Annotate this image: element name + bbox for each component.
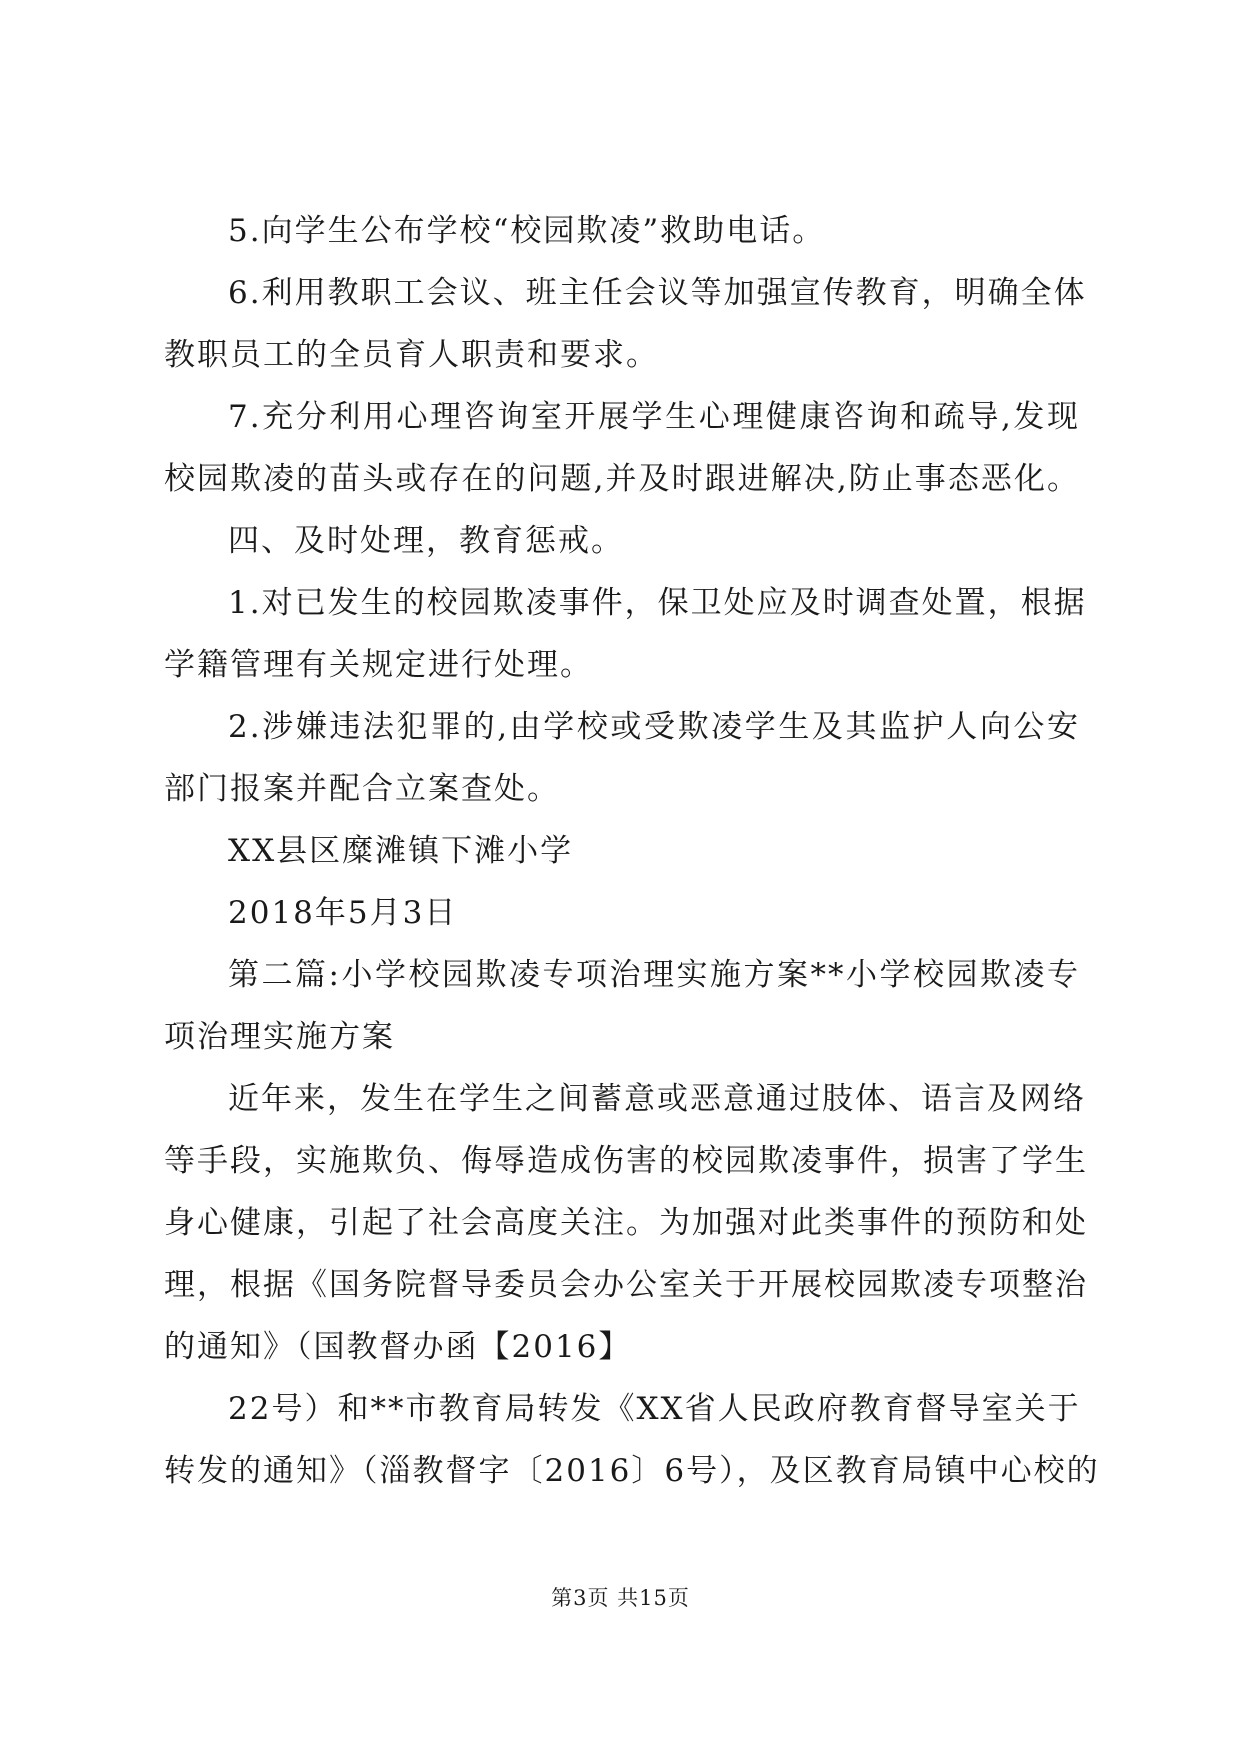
text-line: 教职员工的全员育人职责和要求。 <box>164 337 659 373</box>
text-line: 5.向学生公布学校“校园欺凌”救助电话。 <box>228 213 826 249</box>
text-line: 7.充分利用心理咨询室开展学生心理健康咨询和疏导,发现 <box>228 399 1080 435</box>
text-line: XX县区糜滩镇下滩小学 <box>228 833 574 869</box>
page-footer: 第3页 共15页 <box>551 1586 690 1610</box>
text-line: 等手段，实施欺负、侮辱造成伤害的校园欺凌事件，损害了学生 <box>164 1143 1088 1179</box>
text-line: 1.对已发生的校园欺凌事件，保卫处应及时调查处置，根据 <box>228 585 1087 621</box>
text-line: 理，根据《国务院督导委员会办公室关于开展校园欺凌专项整治 <box>164 1267 1088 1303</box>
text-line: 近年来，发生在学生之间蓄意或恶意通过肢体、语言及网络 <box>228 1081 1086 1117</box>
body-text <box>164 200 1100 1502</box>
text-line: 第二篇:小学校园欺凌专项治理实施方案**小学校园欺凌专 <box>228 957 1080 993</box>
text-line: 转发的通知》（淄教督字〔2016〕6号），及区教育局镇中心校的 <box>164 1453 1100 1489</box>
text-line: 22号）和**市教育局转发《XX省人民政府教育督导室关于 <box>228 1391 1081 1427</box>
text-line: 校园欺凌的苗头或存在的问题,并及时跟进解决,防止事态恶化。 <box>164 461 1080 497</box>
text-line: 部门报案并配合立案查处。 <box>164 771 560 807</box>
text-line: 四、及时处理，教育惩戒。 <box>228 523 624 559</box>
text-line: 2.涉嫌违法犯罪的,由学校或受欺凌学生及其监护人向公安 <box>228 709 1080 745</box>
text-line: 的通知》（国教督办函【2016】 <box>164 1329 632 1365</box>
text-line: 2018年5月3日 <box>228 895 458 931</box>
text-line: 身心健康，引起了社会高度关注。为加强对此类事件的预防和处 <box>164 1205 1088 1241</box>
text-line: 学籍管理有关规定进行处理。 <box>164 647 593 683</box>
text-line: 项治理实施方案 <box>164 1019 395 1055</box>
text-line: 6.利用教职工会议、班主任会议等加强宣传教育，明确全体 <box>228 275 1087 311</box>
